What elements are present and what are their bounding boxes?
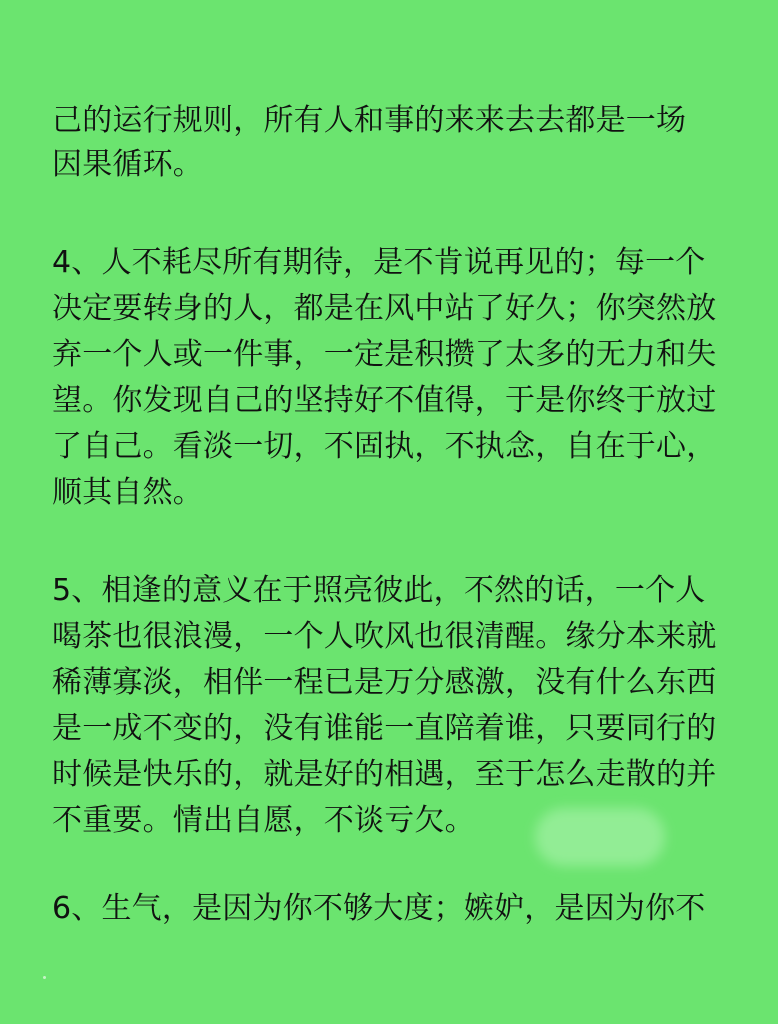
text-line: 5、相逢的意义在于照亮彼此，不然的话，一个人 [52, 573, 706, 608]
text-line: 时候是快乐的，就是好的相遇，至于怎么走散的并 [52, 757, 717, 792]
text-line: 不重要。情出自愿，不谈亏欠。 [52, 803, 475, 838]
speck-mark [43, 976, 46, 979]
text-line: 弃一个人或一件事，一定是积攒了太多的无力和失 [52, 337, 717, 372]
text-line: 稀薄寡淡，相伴一程已是万分感激，没有什么东西 [52, 665, 717, 700]
text-line: 决定要转身的人，都是在风中站了好久；你突然放 [52, 291, 717, 326]
text-line: 因果循环。 [52, 147, 203, 182]
text-line: 喝茶也很浪漫，一个人吹风也很清醒。缘分本来就 [52, 619, 717, 654]
text-line: 顺其自然。 [52, 475, 203, 510]
text-line: 是一成不变的，没有谁能一直陪着谁，只要同行的 [52, 711, 717, 746]
text-line: 己的运行规则，所有人和事的来来去去都是一场 [52, 103, 687, 138]
text-line: 望。你发现自己的坚持好不值得，于是你终于放过 [52, 383, 717, 418]
text-line: 6、生气，是因为你不够大度；嫉妒，是因为你不 [52, 891, 706, 926]
text-line: 4、人不耗尽所有期待，是不肯说再见的；每一个 [52, 245, 706, 280]
text-line: 了自己。看淡一切，不固执，不执念，自在于心， [52, 429, 717, 464]
watermark-smudge [535, 808, 665, 866]
